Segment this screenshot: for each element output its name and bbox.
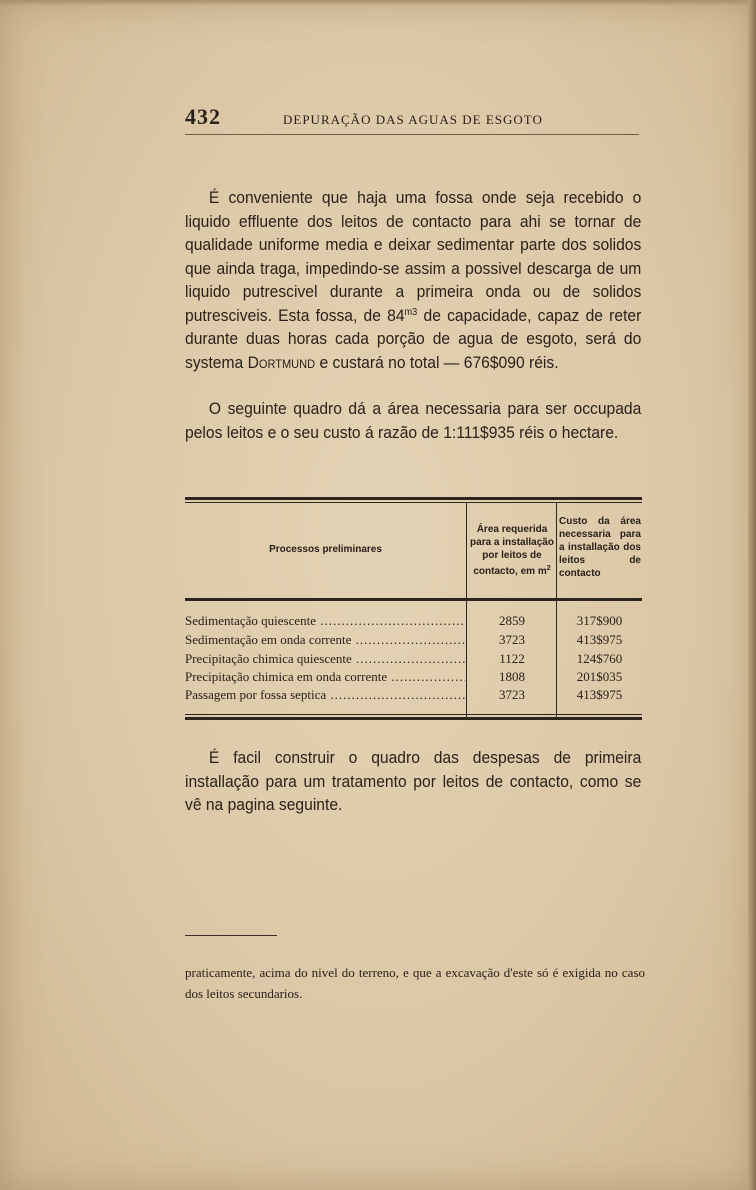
header-area-superscript: 2: [546, 565, 551, 572]
row-area: 3723: [499, 632, 525, 647]
header-area: [469, 523, 555, 578]
page-right-edge: [748, 0, 756, 1190]
paragraph-table-intro: O seguinte quadro dá a área necessaria para ser occupada pelos leitos e o seu custo á razão de 1:111$935 réis o hectare.: [185, 399, 642, 442]
paragraph-text: É conveniente que haja uma fossa onde seja recebido o liquido effluente dos leitos de contacto para ahi se tornar de qualidade uniforme media e deixar sedimentar parte dos solidos que ainda traga, impedindo-se assim a possivel descarga de um liquido putrescivel durante a primeira onda ou de solidos putresciveis. Esta fossa, de 84: [185, 188, 642, 325]
header-process: Processos preliminares: [269, 544, 382, 555]
row-label: Sedimentação em onda corrente .....: [185, 632, 465, 648]
cubic-meter-superscript: m3: [404, 306, 418, 318]
system-name: Dortmund: [247, 352, 316, 372]
table-bottom-rule-thin: [185, 714, 642, 715]
row-cost: 413$975: [576, 632, 623, 647]
row-area: 1122: [499, 651, 525, 666]
page-number: 432: [185, 104, 221, 129]
row-label: Precipitação chimica em onda corrente .....: [185, 669, 465, 685]
cost-table: [185, 497, 642, 719]
paragraph-text: e custará no total — 676$090 réis.: [315, 352, 559, 372]
row-area: 1808: [499, 669, 525, 684]
paragraph-septic-tank: [185, 186, 641, 374]
row-cost: 413$975: [576, 687, 623, 702]
header-area-text: Área requerida para a installação por leitos de contacto, em m: [470, 524, 554, 577]
row-cost: 201$035: [576, 669, 623, 684]
row-cost: 317$900: [576, 613, 623, 628]
table-row: [185, 687, 642, 706]
row-area: 2859: [499, 613, 525, 628]
row-label: Precipitação chimica quiescente .....: [185, 651, 465, 667]
row-label: Passagem por fossa septica .....: [185, 687, 465, 703]
page-top-edge: [0, 0, 756, 6]
table-row: [185, 651, 642, 670]
row-area: 3723: [499, 687, 525, 702]
page-header: [185, 104, 639, 135]
header-cost: Custo da área necessaria para a installação dos leitos de contacto: [559, 516, 641, 579]
paragraph-next-page: É facil construir o quadro das despesas de primeira installação para um tratamento por leitos de contacto, como se vê na pagina seguinte.: [185, 748, 642, 814]
table-top-rule-thin: [185, 502, 642, 503]
table-row: [185, 669, 642, 688]
running-title: DEPURAÇÃO DAS AGUAS DE ESGOTO: [283, 112, 543, 127]
header-bottom-rule: [185, 598, 642, 601]
table-top-rule: [185, 497, 642, 500]
row-label: Sedimentação quiescente .....: [185, 613, 465, 629]
table-bottom-rule: [185, 717, 642, 720]
footnote: praticamente, acima do nivel do terreno, e que a excavação d'este só é exigida no caso dos leitos secundarios.: [185, 965, 645, 1001]
paragraph-text: de capacidade, capaz de reter durante duas horas cada porção de agua de esgoto, será do systema: [185, 305, 642, 372]
table-row: [185, 632, 642, 651]
table-row: [185, 613, 642, 632]
row-cost: 124$760: [576, 651, 623, 666]
footnote-rule: [185, 935, 277, 936]
